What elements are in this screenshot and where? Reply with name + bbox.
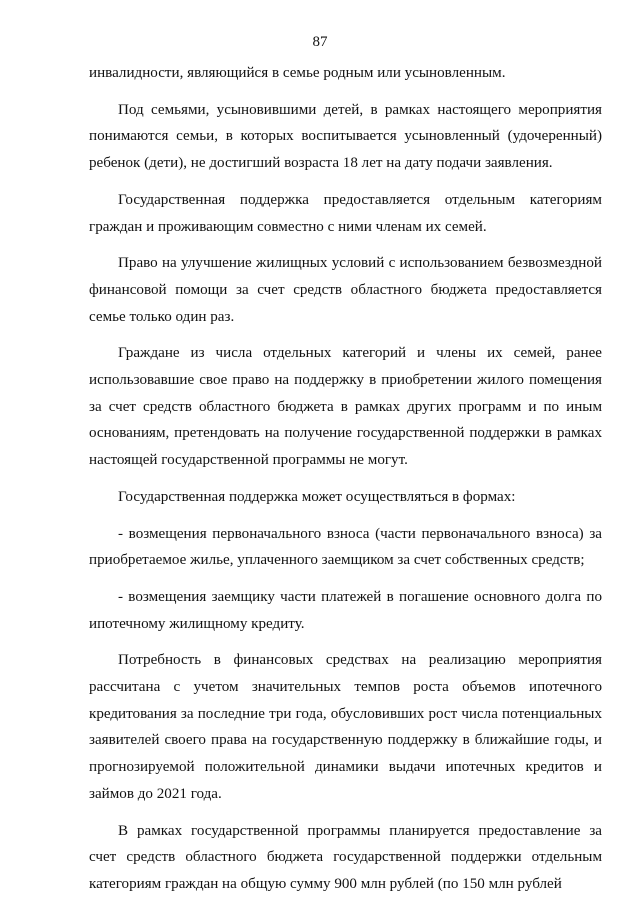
paragraph: Граждане из числа отдельных категорий и члены их семей, ранее использовавшие свое право на поддержку в приобретении жилого помещения за счет средств областного бюджета в рамках других программ и по иным основаниям, претендовать на получение государственной поддержки в рамках настоящей государственной программы не могут. (89, 345, 602, 469)
paragraph: Государственная поддержка может осуществляться в формах: (118, 488, 516, 505)
paragraph: В рамках государственной программы планируется предоставление за счет средств областного бюджета государственной поддержки отдельным категориям граждан на общую сумму 900 млн рублей (по 150 млн рублей (89, 822, 602, 892)
paragraph: Под семьями, усыновившими детей, в рамках настоящего мероприятия понимаются семьи, в которых воспитывается усыновленный (удочеренный) ребенок (дети), не достигший возраста 18 лет на дату подачи заявления. (89, 101, 602, 172)
page-number: 87 (312, 34, 328, 50)
paragraph: Потребность в финансовых средствах на реализацию мероприятия рассчитана с учетом значительных темпов роста объемов ипотечного кредитования за последние три года, обусловивших рост числа потенциальных заявителей своего права на государственную поддержку в ближайшие годы, и прогнозируемой положительной динамики выдачи ипотечных кредитов и займов до 2021 года. (89, 652, 602, 802)
paragraph: Государственная поддержка предоставляется отдельным категориям граждан и проживающим совместно с ними членам их семей. (89, 191, 602, 235)
list-item: - возмещения первоначального взноса (части первоначального взноса) за приобретаемое жилье, уплаченного заемщиком за счет собственных средств; (89, 525, 602, 569)
paragraph: инвалидности, являющийся в семье родным или усыновленным. (89, 65, 506, 81)
list-item: - возмещения заемщику части платежей в погашение основного долга по ипотечному жилищному кредиту. (89, 588, 602, 632)
paragraph: Право на улучшение жилищных условий с использованием безвозмездной финансовой помощи за счет средств областного бюджета предоставляется семье только один раз. (89, 255, 602, 325)
body-text (89, 60, 602, 908)
